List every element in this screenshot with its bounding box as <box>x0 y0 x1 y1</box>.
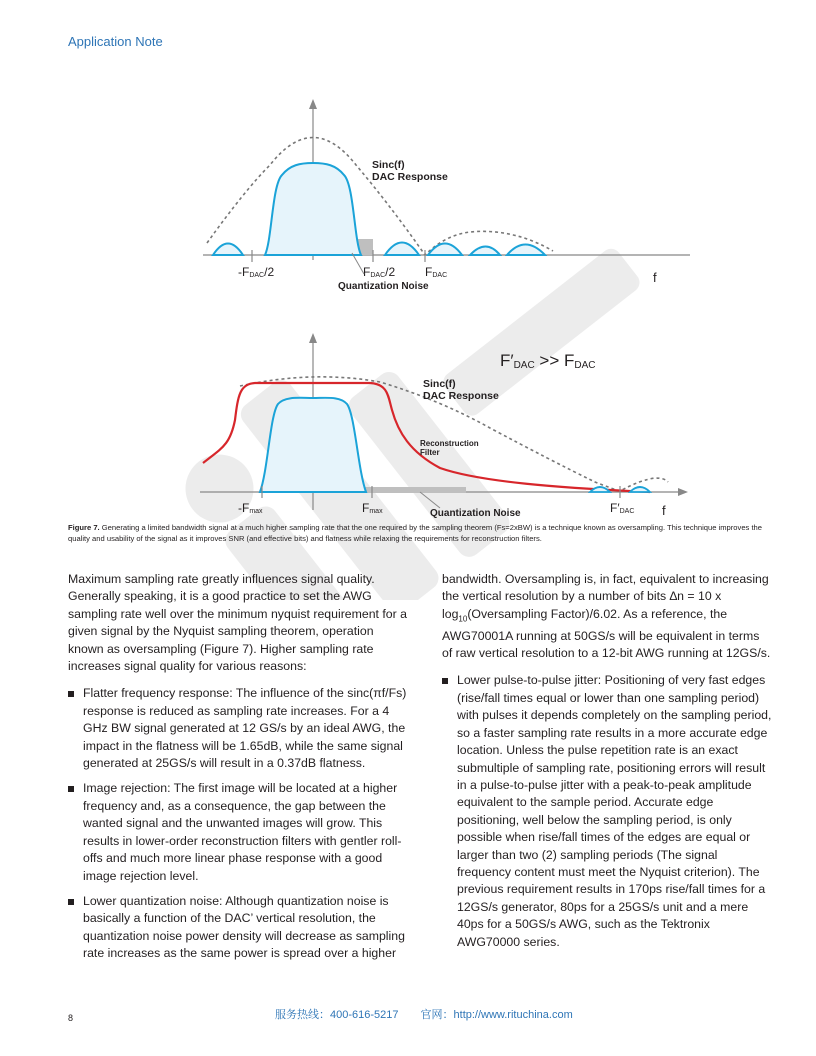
fig2-tick-label-fdac: F′DAC <box>610 501 635 515</box>
fig2-sinc-label-line2: DAC Response <box>423 390 499 402</box>
page-number: 8 <box>68 1013 74 1023</box>
fig1-quantization-noise-label: Quantization Noise <box>338 281 429 292</box>
fig1-tick-label-fdac: FDAC <box>425 265 448 279</box>
bullet-square-icon <box>68 899 74 905</box>
fig2-horizontal-axis-arrow <box>678 488 688 496</box>
fig2-relation-label: F′DAC >> FDAC <box>500 351 596 371</box>
bullet-item-pulse-jitter: Lower pulse-to-pulse jitter: Positioning of very fast edges (rise/fall times equal or lower than one sampling period) with pulses it depends completely on the sampling period, so a faster sampling rate results in a more accurate edge location. Unless the pulse repetition rate is an exact submultiple of sampling rate, positioning errors will result in a pulse-to-pulse jitter with a peak-to-peak amplitude equivalent to the sample period. Accurate edge positioning, well below the sampling period, is only possible when rise/fall times of the edges are equal or larger than two (2) sampling periods (The signal frequency content must meet the Nyquist criterion). The previous requirement results in 170ps rise/fall times for a 12GS/s generator, 80ps for a 25GS/s unit and a mere 40ps for a 50GS/s AWG, such as the Tektronix AWG70000 series. <box>442 672 772 951</box>
fig2-quantization-noise-label: Quantization Noise <box>430 508 521 519</box>
fig2-recon-label-line2: Filter <box>420 448 440 457</box>
fig1-sinc-label-line2: DAC Response <box>372 171 448 183</box>
footer-hotline: 服务热线：400-616-5217 <box>275 1009 399 1021</box>
bullet-item-flatter-frequency: Flatter frequency response: The influence of the sinc(πf/Fs) response is reduced as sampling rate increases. For a 4 GHz BW signal generated at 12 GS/s by an ideal AWG, the impact in the flatness will be 1.65dB, while the same signal generated at 25GS/s will result in a 0.37dB flatness. <box>68 685 408 772</box>
bullet-list-right <box>442 672 772 951</box>
page-header-title: Application Note <box>68 34 163 49</box>
fig2-sinc-label-line1: Sinc(f) <box>423 378 456 390</box>
fig2-image-lobe-2 <box>630 487 650 492</box>
figure-caption-text: Generating a limited bandwidth signal at a much higher sampling rate that the one required by the sampling theorem (Fs=2xBW) is a technique known as oversampling. This technique improves the quality and usability of the signal as it improves SNR (and effective bits) and flatness while relaxing the requirements for reconstruction filters. <box>68 523 763 543</box>
bullet-item-image-rejection: Image rejection: The first image will be located at a higher frequency and, as a consequence, the gap between the wanted signal and the unwanted images will grow. This results in lower-order reconstruction filters with gentler roll-offs and much more linear phase response with a good image rejection level. <box>68 780 408 884</box>
fig2-image-lobe-1 <box>590 487 610 492</box>
fig2-tick-label-pos: Fmax <box>362 501 383 515</box>
fig1-tick-label-pos-half: FDAC/2 <box>363 265 396 279</box>
fig1-sinc-label-line1: Sinc(f) <box>372 159 405 171</box>
fig1-axis-label-f: f <box>653 270 657 285</box>
bullet-square-icon <box>442 678 448 684</box>
footer-contact <box>275 1006 595 1022</box>
fig2-noise-pointer <box>420 492 440 508</box>
figure-caption <box>68 522 768 544</box>
fig2-signal-passband <box>260 398 366 492</box>
oversampling-continuation-paragraph: bandwidth. Oversampling is, in fact, equivalent to increasing the vertical resolution by a number of bits ∆n = 10 x $\log_{10}(Oversampling$ Factor)/6.02. As a reference, the AWG70001A running at 50GS/s will be equivalent in terms of raw vertical resolution to a 12-bit AWG running at 12GS/s. <box>442 572 771 661</box>
intro-paragraph: Maximum sampling rate greatly influences signal quality. Generally speaking, it is a good practice to set the AWG sampling rate well over the minimum nyquist requirement for a given signal by the Nyquist sampling theorem, operation known as oversampling (Figure 7). Higher sampling rate increases signal quality for various reasons: <box>68 572 407 674</box>
fig2-tick-label-neg: -Fmax <box>238 501 263 515</box>
bullet-square-icon <box>68 691 74 697</box>
figure-caption-label: Figure 7. <box>68 523 100 532</box>
footer-website-link[interactable]: 官网：http://www.rituchina.com <box>420 1009 573 1021</box>
bullet-square-icon <box>68 786 74 792</box>
bullet-list-left <box>68 685 408 962</box>
fig2-vertical-axis-arrow <box>309 333 317 343</box>
bullet-item-quantization-noise: Lower quantization noise: Although quantization noise is basically a function of the DAC’ vertical resolution, the quantization noise power density will decrease as sampling rate increases as the same power is spread over a higher <box>68 893 408 963</box>
body-left-column <box>68 571 408 971</box>
fig1-tick-label-neg-half: -FDAC/2 <box>238 265 275 279</box>
fig2-recon-label-line1: Reconstruction <box>420 439 479 448</box>
fig2-axis-label-f: f <box>662 503 666 518</box>
body-right-column <box>442 571 772 959</box>
